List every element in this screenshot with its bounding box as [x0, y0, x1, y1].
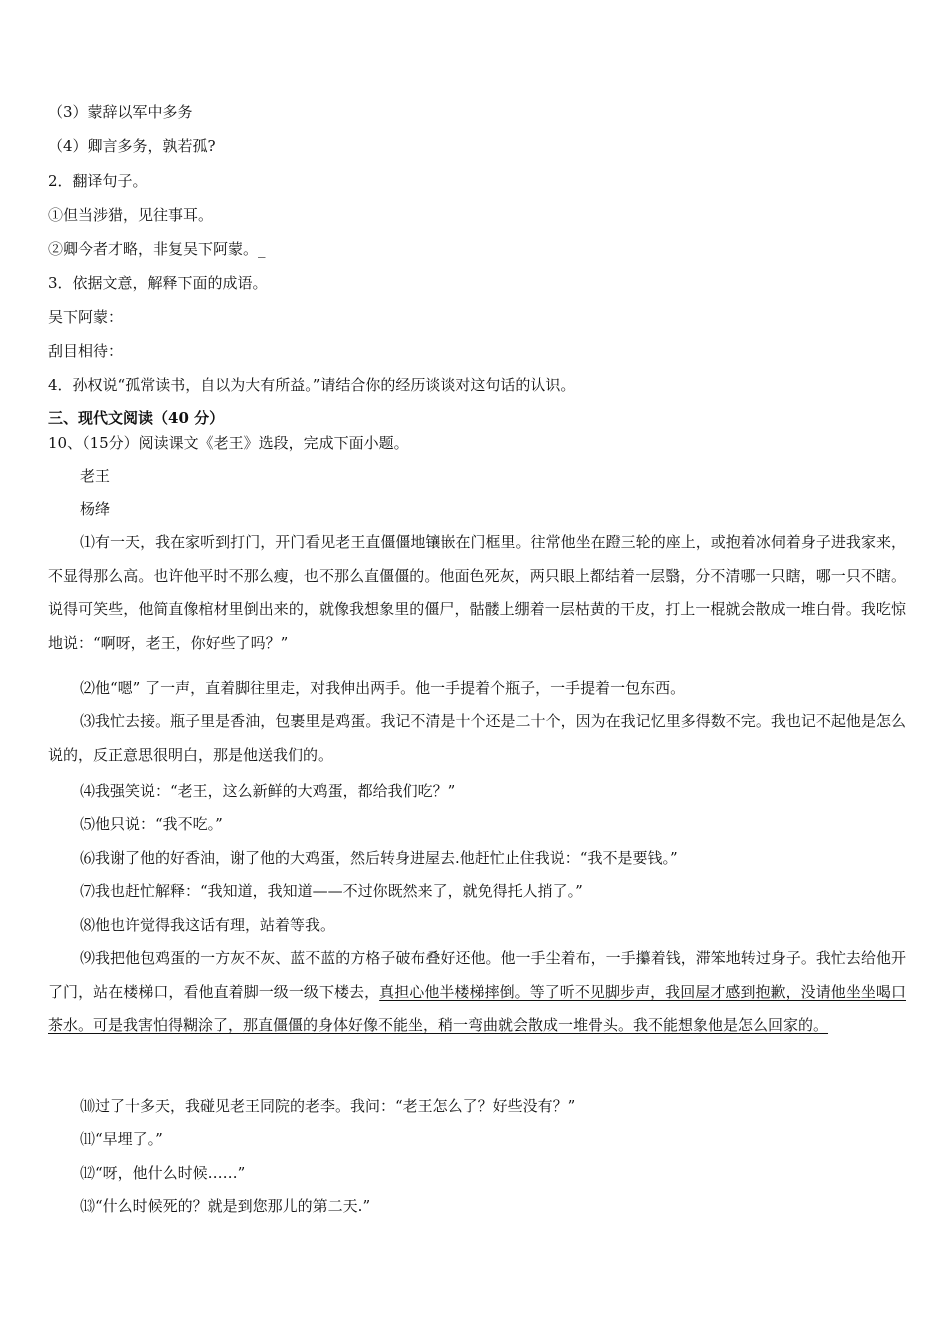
idiom-guamu-xiangdai: 刮目相待：	[48, 342, 124, 360]
paragraph-3: ⑶我忙去接。瓶子里是香油，包裹里是鸡蛋。我记不清是十个还是二十个，因为在我记忆里多得数不完。我也记不起他是怎么说的，反正意思很明白，那是他送我们的。	[48, 712, 906, 764]
idiom-wuxia-ameng: 吴下阿蒙：	[48, 308, 124, 326]
question-4: 4．孙权说“孤常读书，自以为大有所益。”请结合你的经历谈谈对这句话的认识。	[48, 376, 576, 394]
question-1-item-3: （3）蒙辞以军中多务	[48, 103, 193, 121]
paragraph-10: ⑽过了十多天，我碰见老王同院的老李。我问：“老王怎么了？好些没有？”	[80, 1097, 576, 1115]
paragraph-2: ⑵他“嗯” 了一声，直着脚往里走，对我伸出两手。他一手提着个瓶子，一手提着一包东西。	[80, 679, 686, 697]
paragraph-7: ⑺我也赶忙解释：“我知道，我知道——不过你既然来了，就免得托人捎了。”	[80, 882, 583, 900]
paragraph-12: ⑿“呀，他什么时候……”	[80, 1164, 246, 1182]
article-title: 老王	[80, 467, 111, 485]
paragraph-8: ⑻他也许觉得我这话有理，站着等我。	[80, 916, 336, 934]
question-3: 3．依据文意，解释下面的成语。	[48, 274, 268, 292]
section-heading: 三、现代文阅读（40 分）	[48, 409, 225, 427]
paragraph-4: ⑷我强笑说：“老王，这么新鲜的大鸡蛋，都给我们吃？”	[80, 782, 456, 800]
paragraph-9	[48, 942, 906, 1043]
paragraph-5: ⑸他只说：“我不吃。”	[80, 815, 223, 833]
paragraph-9-underlined: 真担心他半楼梯摔倒。等了听不见脚步声，我回屋才感到抱歉，没请他坐坐喝口茶水。可是我害怕得糊涂了，那直僵僵的身体好像不能坐，稍一弯曲就会散成一堆骨头。我不能想象他是怎么回家的。	[48, 982, 906, 1034]
paragraph-13: ⒀“什么时候死的？就是到您那儿的第二天.”	[80, 1197, 371, 1215]
question-10: 10、（15分）阅读课文《老王》选段，完成下面小题。	[48, 434, 409, 452]
paragraph-11: ⑾“早埋了。”	[80, 1130, 163, 1148]
question-2-sentence-1: ①但当涉猎，见往事耳。	[48, 206, 214, 224]
paragraph-6: ⑹我谢了他的好香油，谢了他的大鸡蛋，然后转身进屋去.他赶忙止住我说：“我不是要钱。”	[80, 849, 678, 867]
paragraph-1: ⑴有一天，我在家听到打门，开门看见老王直僵僵地镶嵌在门框里。往常他坐在蹬三轮的座上，或抱着冰伺着身子进我家来，不显得那么高。也许他平时不那么瘦，也不那么直僵僵的。他面色死灰，两只眼上都结着一层翳，分不清哪一只瞎，哪一只不瞎。说得可笑些，他简直像棺材里倒出来的，就像我想象里的僵尸，骷髅上绷着一层枯黄的干皮，打上一棍就会散成一堆白骨。我吃惊地说：“啊呀，老王，你好些了吗？”	[48, 533, 906, 652]
article-author: 杨绛	[80, 500, 111, 518]
question-2-sentence-2: ②卿今者才略，非复吴下阿蒙。_	[48, 240, 266, 258]
question-1-item-4: （4）卿言多务，孰若孤?	[48, 137, 216, 155]
question-2: 2．翻译句子。	[48, 172, 148, 190]
paragraph-9-plain: ⑼我把他包鸡蛋的一方灰不灰、蓝不蓝的方格子破布叠好还他。他一手尘着布，一手攥着钱，滞笨地转过身子。我忙去给他开了门，站在楼梯口，看他直着脚一级一级下楼去，	[48, 949, 906, 1001]
